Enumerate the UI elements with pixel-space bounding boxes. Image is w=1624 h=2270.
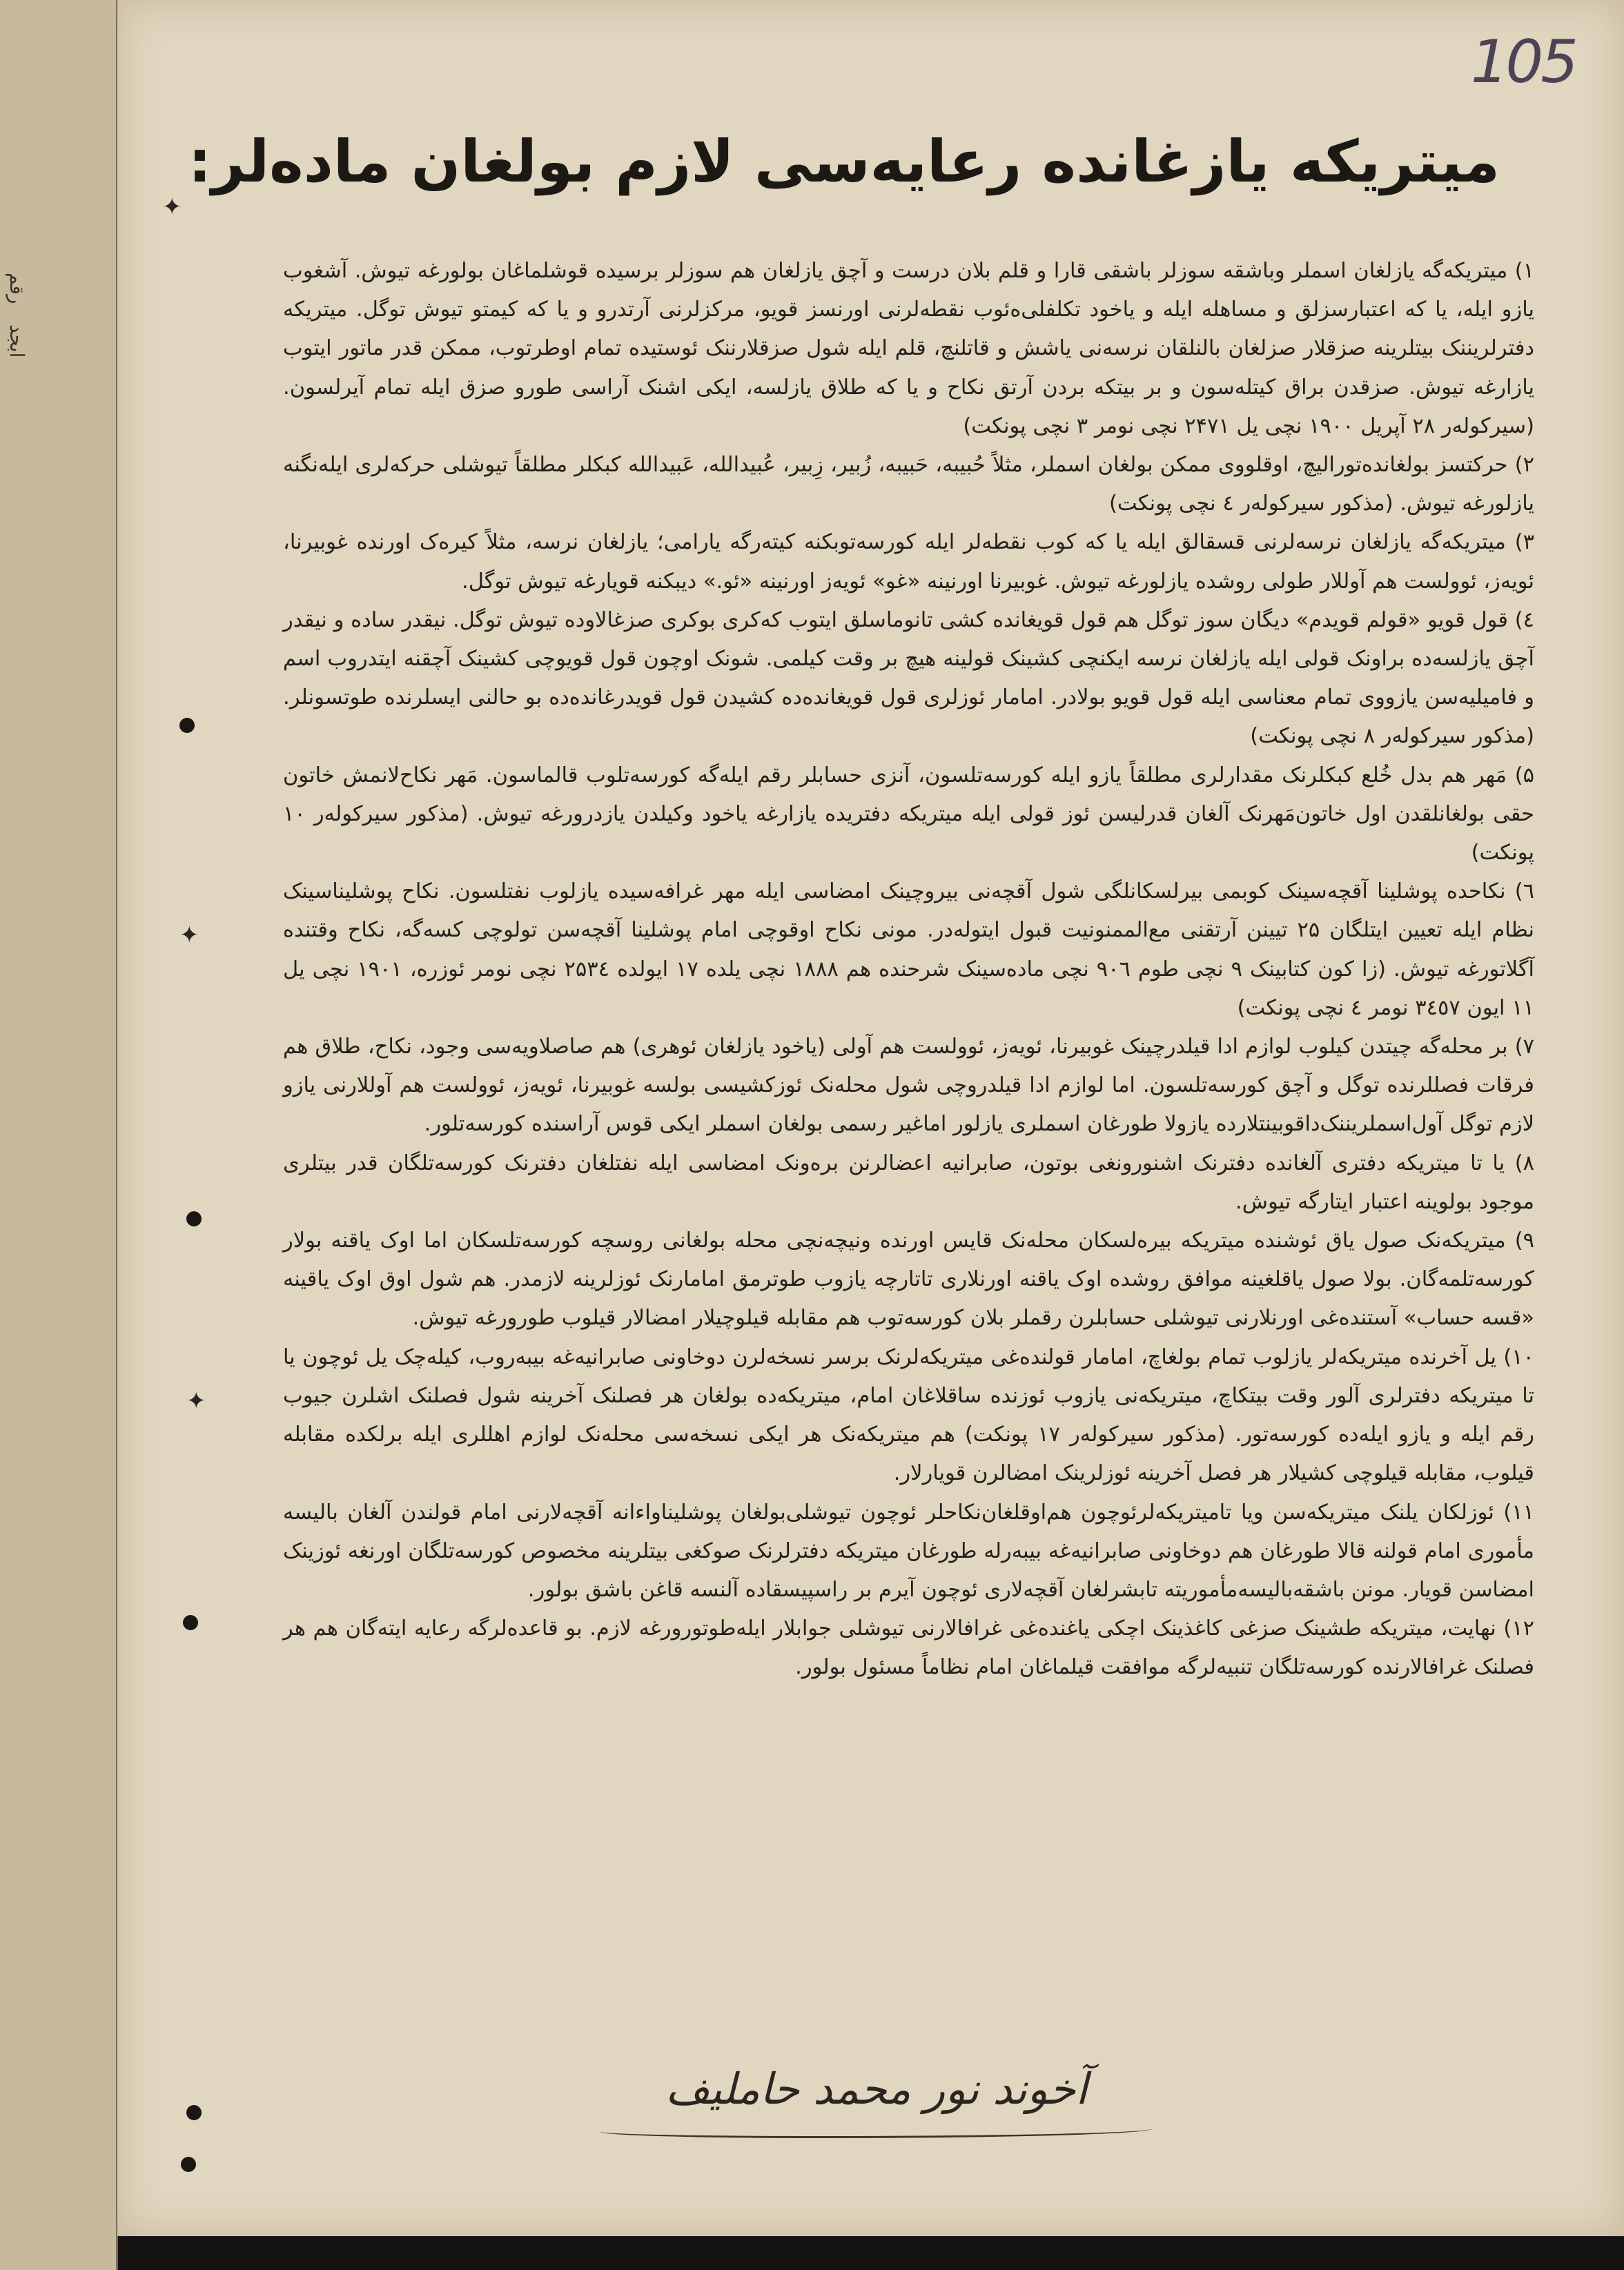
paragraph-8: ۸) یا تا میتریکه دفتری آلغانده دفترنک اشنورونغی بوتون، صابرانیه اعضالرنن بره‌ونک امضاسی ایله نفتلغان دفترنک کورسه‌تلگان قدر بیتلری موجود بولوینه اعتبار ایتارگه تیوش. — [283, 1151, 1534, 1214]
paragraph-7: ۷) بر محله‌گه چیتدن کیلوب لوازم ادا قیلدرچینک غوبیرنا، ئویه‌ز، ئوولست هم آولی (یاخود یازلغان ئوهری) هم صاصلاویه‌سی وجود، نکاح، طلاق هم فرقات فصللرنده توگل و آچق کورسه‌تلسون. اما لوازم ادا قیلدروچی شول محله‌نک ئوزکشیسی بولسه غوبیرنا، ئویه‌ز، ئوولست هم آوللارنی یازو لازم توگل آول‌اسملریننک‌داقوبینتلارده یازولا طورغان اسملری یازلور اماغیر رسمی بولغان اسملر ایکی قوس آراسنده کورسه‌تلور. — [283, 1035, 1534, 1137]
document-page — [117, 0, 1624, 2236]
paragraph-4: ٤) قول قویو «قولم قویدم» دیگان سوز توگل هم قول قویغانده کشی تانوماسلق ایتوب که‌کری بوکری صزغالاوده تیوش توگل. نیقدر ساده و نیقدر آچق یازلسه‌ده براونک قولی ایله یازلغان نرسه ایکنچی کشینک قولینه هیچ بر وقت کیلمی. شونک اوچون قول قویوچی کشینک آچقنه ایتدروب اسم و فامیلیه‌سن یازووی تمام معناسی ایله قول قویو بولادر. امامار ئوزلری قول قویغانده‌ده کشیدن قول قویدرغانده‌ده بو حالنی ایسلرنده طوتسونلر. (مذکور سیرکوله‌ر ۸ نچی پونکت) — [283, 607, 1534, 749]
paragraph-12: ۱۲) نهایت، میتریکه طشینک صزغی کاغذینک اچکی یاغنده‌غی غرافالارنی تیوشلی جوابلار ایله‌طوتورورغه لازم. بو قاعده‌لرگه رعایه ایته‌گان هم هر فصلنک غرافالارنده کورسه‌تلگان تنبیه‌لرگه موافقت قیلماغان امام نظاماً مسئول بولور. — [283, 1616, 1534, 1680]
paragraph-6: ٦) نکاحده پوشلینا آقچه‌سینک کوبمی بیرلسکانلگی شول آقچه‌نی بیروچینک امضاسی ایله مهر غرافه‌سیده یازلوب نفتلسون. نکاح پوشلیناسینک نظام ایله تعیین ایتلگان ۲۵ تیینن آرتقنی مع‌الممنونیت قبول ایتوله‌در. مونی نکاح اوقوچی امام پوشلینا آقچه‌سن تولوچی کسه‌گه، نکاح وقتنده آگلاتورغه تیوش. (زا کون کتابینک ۹ نچی طوم ۹۰٦ نچی ماده‌سینک شرحنده هم ۱۸۸۸ نچی یلده ۱۷ ایولده ۲۵۳٤ نچی نومر ئوزره، ۱۹۰۱ نچی یل ۱۱ ایون ۳٤٥۷ نومر ٤ نچی پونکت) — [283, 879, 1535, 1020]
paragraph-2: ۲) حرکتسز بولغانده‌توراليچ، اوقلووی ممکن بولغان اسملر، مثلاً حُبیبه، حَبیبه، زُبیر، زِبیر، عُبیدالله، عَبیدالله کبکلر مطلقاً تیوشلی حرکه‌لری ایله‌نگنه یازلورغه تیوش. (مذکور سیرکوله‌ر ٤ نچی پونکت) — [283, 453, 1534, 516]
margin-note-raqam: رقم — [6, 273, 28, 304]
page-number: 105 — [1470, 28, 1576, 97]
paragraph-9: ۹) میتریکه‌نک صول یاق ئوشنده میتریکه بیره‌لسکان محله‌نک قایس اورنده ونیچه‌نچی محله بولغانی روسچه کورسه‌تلسکان اما اوک یاقنه بولار کورسه‌تلمه‌گان. بولا صول یاقلغینه موافق روشده اوک یاقنه اورنلاری تاتارچه یازوب طوترمق امامارنک ئوزلرینه لازمدر. هم شول اوق اوک یاقینه «قسه‌ حساب» آستنده‌غی اورنلارنی تیوشلی حسابلرن رقملر بلان کورسه‌توب هم مقابله قیلوچیلار امضالار قیلوب طورورغه تیوش. — [283, 1229, 1534, 1331]
margin-note-abjad: ابجد — [6, 324, 28, 358]
margin-mark: ✦ — [186, 1387, 206, 1415]
signature-flourish — [600, 2122, 1153, 2138]
punch-hole — [183, 1615, 198, 1630]
margin-mark: ✦ — [179, 921, 199, 949]
punch-hole — [186, 1211, 202, 1226]
adjacent-sheet-edge — [0, 0, 118, 2270]
paragraph-11: ۱۱) ئوزلکان یلنک میتریکه‌سن ویا تامیتریکه‌لرئوچون هم‌اوقلغان‌نکاحلر ئوچون تیوشلی‌بولغان پوشلیناواءانه آقچه‌لارنی امام قولندن آلغان بالیسه مأموری امام قولنه قالا طورغان هم دوخاونی صابرانیه‌غه بیبه‌رله طورغان میتریکه دفترلرنک صوکغی بیتلرینه مخصوص کورسه‌تلگان اورنغه ئوزینک امضاسن قویار. مونن باشقه‌بالیسه‌مأموریته تابشرلغان آقچه‌لاری ئوچون آیرم بر راسپیسقاده آلنسه قاغن باشق بولور. — [283, 1500, 1534, 1602]
document-title: میتریکه یازغانده رعایه‌سی لازم بولغان ماده‌لر: — [188, 128, 1500, 195]
punch-hole — [179, 718, 195, 733]
punch-hole — [186, 2105, 202, 2120]
document-body — [283, 252, 1534, 1687]
paragraph-3: ۳) میتریکه‌گه یازلغان نرسه‌لرنی قسقالق ایله یا که کوب نقطه‌لر ایله کورسه‌توبکنه کیته‌رگه یارامی؛ یازلغان نرسه، مثلاً کیره‌ک اورنده غوبیرنا، ئویه‌ز، ئوولست هم آوللار طولی روشده یازلورغه تیوش. غوبیرنا اورنینه «غو» ئویه‌ز اورنینه «ئو.» دیبکنه قویارغه تیوش توگل. — [283, 530, 1534, 594]
paragraph-10: ۱۰) یل آخرنده میتریکه‌لر یازلوب تمام بولغاچ، امامار قولنده‌غی میتریکه‌لرنک برسر نسخه‌لرن دوخاونی صابرانیه‌غه بیبه‌روب، کیله‌چک یل ئوچون یا تا میتریکه دفترلری آلور وقت بیتکاچ، میتریکه‌نی یازوب ئوزنده ساقلاغان امام، میتریکه‌ده بولغان هر فصلنک آخرینه شول فصلنک اشلرن جیوب رقم ایله و یازو ایله‌ده کورسه‌تور. (مذکور سیرکوله‌ر ۱۷ پونکت) هم میتریکه‌نک هر ایکی نسخه‌سی محله‌نک لوازم اهللری ایله برلکده مقابله قیلوب، مقابله قیلوچی کشیلار هر فصل آخرینه ئوزلرینک امضالرن قویارلار. — [283, 1344, 1534, 1486]
paragraph-5: ۵) مَهر هم بدل خُلع کبکلرنک مقدارلری مطلقاً یازو ایله کورسه‌تلسون، آنزی حسابلر رقم ایله‌گه کورسه‌تلوب قالماسون. مَهر نکاح‌لانمش خاتون حقی بولغانلقدن اول خاتون‌مَهرنک آلغان قدرلیسن ئوز قولی ایله میتریکه دفتریده یازارغه یاخود وکیلدن یازدرورغه تیوش. (مذکور سیرکوله‌ر ۱۰ پونکت) — [283, 763, 1534, 865]
margin-mark: ✦ — [162, 193, 182, 221]
punch-hole — [181, 2157, 196, 2172]
signature: آخوند نور محمد حاملیف — [665, 2064, 1088, 2114]
paragraph-1: ۱) میتریکه‌گه یازلغان اسملر وباشقه سوزلر باشقی قارا و قلم بلان درست و آچق یازلغان هم سوزلر برسیده قوشلماغان بولورغه تیوش. آشغوب یازو ایله، یا که اعتبارسزلق و مساهله ایله و یاخود تکلفلی‌ه‌ئوب نقطه‌لرنی اورنسز قویو، مرکزلرنی آرتدرو و یا که کیمتو تیوش توگل. میتریکه دفترلریننک بیتلرینه صزقلار صزلغان بالنلقان نرسه‌نی یاشش و قاتلنچ، قلم ایله شول صزقلارننک ئوستیده تمام اوطرتوب، ممکن قدر ماتور ایتوب یازارغه تیوش. صزقدن براق کیتله‌سون و بر بیتکه بردن آرتق نکاح و یا که طلاق یازلسه، ایکی اشنک آراسی طورو صزق ایله تمام آیرلسون. (سیرکوله‌ر ۲۸ آپریل ۱۹۰۰ نچی یل ۲۴۷۱ نچی نومر ۳ نچی پونکت) — [283, 259, 1534, 438]
